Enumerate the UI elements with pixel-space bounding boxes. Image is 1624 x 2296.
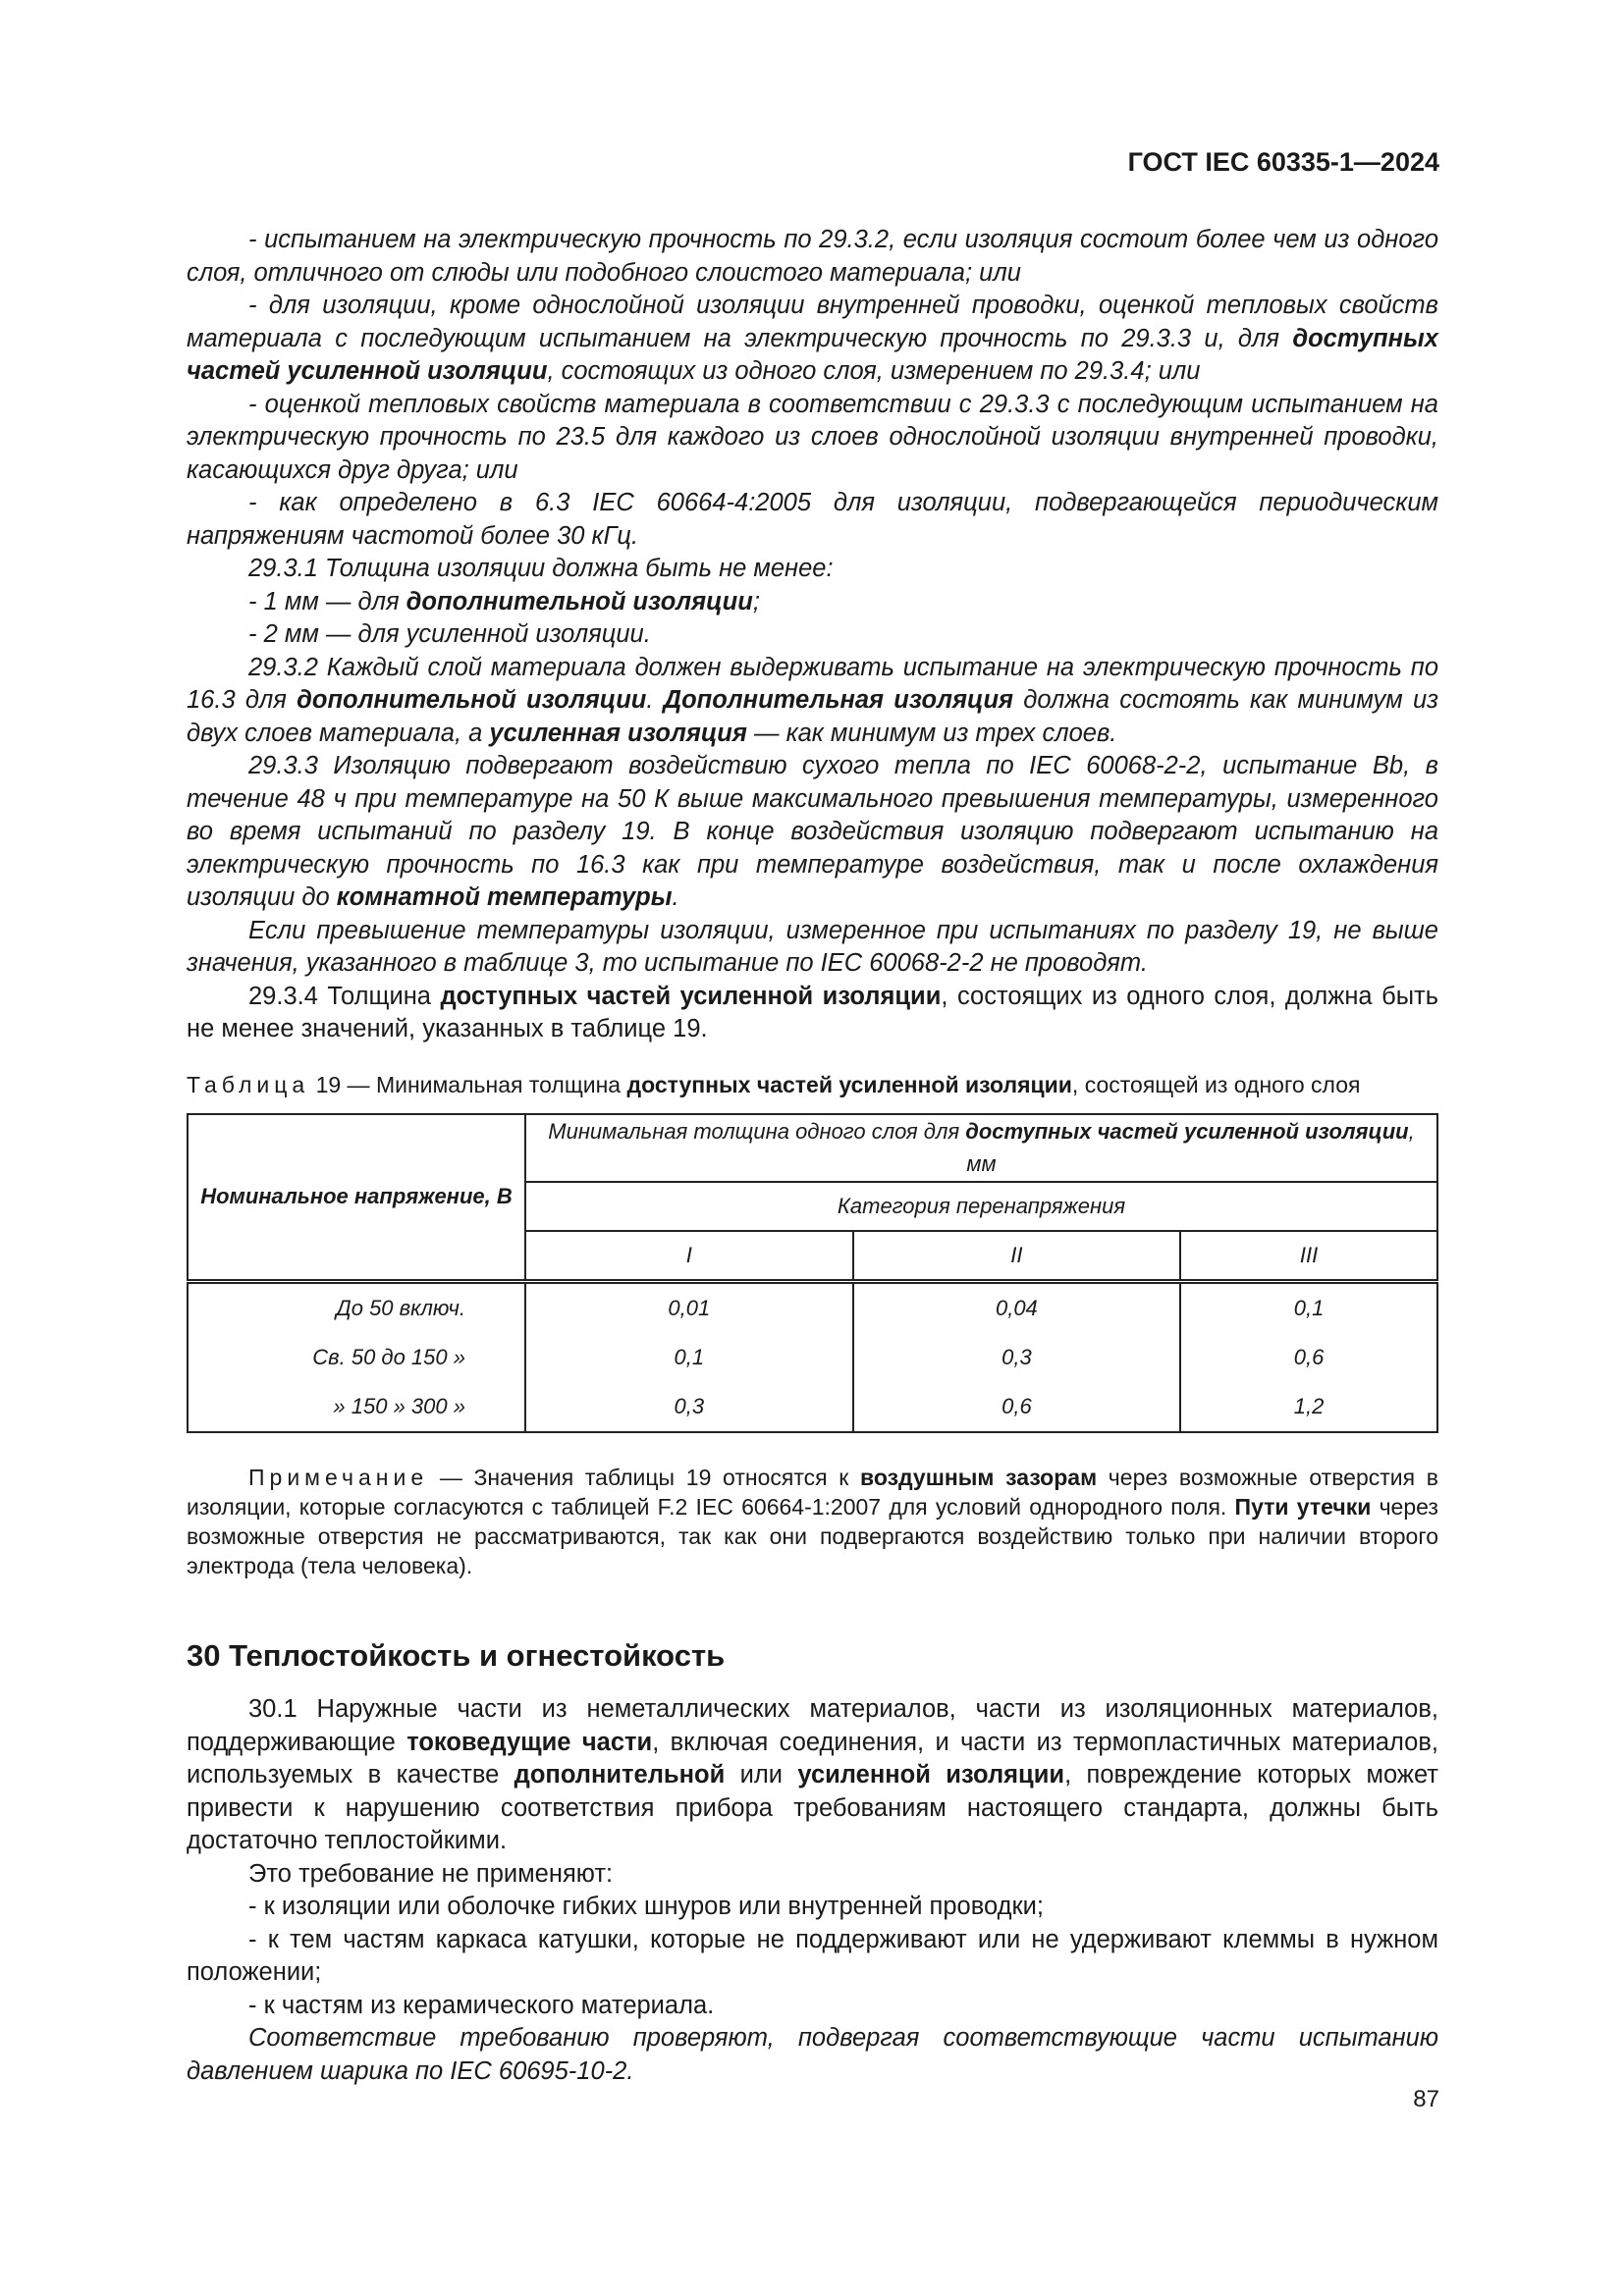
text-run: , повреждение которых может привести к нарушению соответствия прибора требованиям настоящего стандарта, должны быть достаточно теплостойкими.	[187, 1761, 1438, 1854]
note-label: Примечание	[248, 1464, 429, 1490]
bold-term: доступных частей усиленной изоляции	[440, 982, 942, 1010]
page-body	[187, 224, 1438, 2088]
text-run: Соответствие требованию проверяют, подвергая соответствующие части испытанию давлением шарика по IEC 60695-10-2.	[187, 2024, 1438, 2085]
text-run: - оценкой тепловых свойств материала в соответствии с 29.3.3 с последующим испытанием на электрическую прочность по 23.5 для каждого из слоев однослойной изоляции внутренней проводки, касающихся друг друга; или	[187, 390, 1438, 484]
col-header-voltage: Номинальное напряжение, В	[188, 1114, 525, 1282]
thickness-cell: 0,01	[525, 1281, 853, 1333]
paragraphs-bottom	[187, 1693, 1438, 2088]
category-header: II	[853, 1231, 1181, 1282]
paragraph	[187, 290, 1438, 389]
page-number: 87	[1413, 2086, 1439, 2112]
thickness-cell: 0,3	[853, 1333, 1181, 1382]
category-header: I	[525, 1231, 853, 1282]
text-run: ;	[752, 587, 760, 615]
text-run: - к изоляции или оболочке гибких шнуров или внутренней проводки;	[248, 1893, 1044, 1920]
paragraph	[187, 618, 1438, 652]
thickness-cell: 0,3	[525, 1382, 853, 1432]
text-run: — Значения таблицы 19 относятся к	[428, 1464, 861, 1490]
text-run: Минимальная толщина одного слоя для	[548, 1118, 966, 1144]
text-run: Если превышение температуры изоляции, измеренное при испытаниях по разделу 19, не выше значения, указанного в таблице 3, то испытание по IEC 60068-2-2 не проводят.	[187, 916, 1438, 977]
paragraph	[187, 1990, 1438, 2023]
thickness-cell: 0,6	[853, 1382, 1181, 1432]
section-heading: 30 Теплостойкость и огнестойкость	[187, 1637, 726, 1673]
bold-term: усиленной изоляции	[797, 1761, 1065, 1789]
bold-term: дополнительной изоляции	[406, 587, 753, 615]
thickness-cell: 1,2	[1180, 1382, 1437, 1432]
text-run: Это требование не применяют:	[248, 1859, 614, 1888]
table-row	[188, 1281, 1437, 1333]
paragraph	[187, 1858, 1438, 1892]
bold-term: доступных частей усиленной изоляции	[965, 1118, 1409, 1144]
text-run: через возможные отверстия не рассматриваются, так как они подвергаются воздействию только при наличии второго электрода (тела человека).	[187, 1493, 1438, 1578]
table-caption	[187, 1070, 1438, 1099]
paragraph	[187, 1891, 1438, 1924]
thickness-cell: 0,6	[1180, 1333, 1437, 1382]
paragraph	[187, 915, 1438, 981]
text-run: - 2 мм — для усиленной изоляции.	[248, 620, 651, 648]
document-header: ГОСТ IEC 60335-1—2024	[1127, 147, 1439, 177]
bold-term: Пути утечки	[1234, 1493, 1372, 1520]
voltage-cell: До 50 включ.	[188, 1281, 525, 1333]
bold-term: дополнительной изоляции	[297, 686, 647, 714]
text-run: , состоящей из одного слоя	[1071, 1071, 1361, 1097]
text-run: .	[672, 883, 679, 911]
text-run: или	[725, 1761, 798, 1789]
text-run: - испытанием на электрическую прочность по 29.3.2, если изоляция состоит более чем из одного слоя, отличного от слюды или подобного слоистого материала; или	[187, 226, 1438, 287]
paragraph	[187, 224, 1438, 290]
group-header	[525, 1114, 1437, 1182]
text-run: 30.1 Наружные части из неметаллических материалов, части из изоляционных материалов, поддерживающие	[187, 1695, 1438, 1756]
text-run: - к частям из керамического материала.	[248, 1991, 715, 2019]
text-run: .	[646, 686, 664, 714]
text-run: , включая соединения, и части из термопластичных материалов, используемых в качестве	[187, 1728, 1438, 1789]
bold-term: токоведущие части	[406, 1728, 653, 1756]
text-run: - как определено в 6.3 IEC 60664-4:2005 для изоляции, подвергающейся периодическим напряжениям частотой более 30 кГц.	[187, 489, 1438, 550]
bold-term: воздушным зазорам	[860, 1464, 1098, 1490]
paragraph	[187, 1924, 1438, 1990]
paragraph	[187, 1693, 1438, 1858]
text-run: , мм	[966, 1118, 1415, 1176]
text-run: , состоящих из одного слоя, измерением по 29.3.4; или	[547, 357, 1201, 385]
table-note	[187, 1463, 1438, 1580]
thickness-cell: 0,04	[853, 1281, 1181, 1333]
table-row	[188, 1333, 1437, 1382]
paragraph	[187, 2022, 1438, 2088]
bold-term: доступных частей усиленной изоляции	[626, 1071, 1072, 1097]
voltage-cell: Св. 50 до 150 »	[188, 1333, 525, 1382]
bold-term: дополнительной	[514, 1761, 726, 1789]
bold-term: доступных частей усиленной изоляции	[187, 324, 1438, 385]
bold-term: Дополнительная изоляция	[663, 686, 1014, 714]
thickness-cell: 0,1	[1180, 1281, 1437, 1333]
paragraph	[187, 586, 1438, 619]
category-header: III	[1180, 1231, 1437, 1282]
text-run: 29.3.3 Изоляцию подвергают воздействию сухого тепла по IEC 60068-2-2, испытание Bb, в течение 48 ч при температуре на 50 К выше максимального превышения температуры, измеренного во время испытаний по разделу 19. В конце воздействия изоляцию подвергают испытанию на электрическую прочность по 16.3 как при температуре воздействия, так и после охлаждения изоляции до	[187, 752, 1438, 911]
thickness-cell: 0,1	[525, 1333, 853, 1382]
text-run: - к тем частям каркаса катушки, которые не поддерживают или не удерживают клеммы в нужном положении;	[187, 1925, 1438, 1986]
table-caption-text	[309, 1072, 1360, 1097]
paragraph	[187, 750, 1438, 915]
table-19	[187, 1113, 1438, 1433]
paragraph	[187, 981, 1438, 1046]
bold-term: комнатной температуры	[336, 883, 673, 911]
paragraph	[187, 553, 1438, 586]
paragraph	[187, 389, 1438, 488]
paragraph	[187, 652, 1438, 751]
bold-term: усиленная изоляция	[489, 719, 747, 747]
text-run: 29.3.2 Каждый слой материала должен выдерживать испытание на электрическую прочность по 16.3 для	[187, 653, 1438, 714]
subgroup-header: Категория перенапряжения	[525, 1182, 1437, 1231]
text-run: - для изоляции, кроме однослойной изоляции внутренней проводки, оценкой тепловых свойств материала с последующим испытанием на электрическую прочность по 29.3.3 и, для	[187, 292, 1438, 352]
voltage-cell: » 150 » 300 »	[188, 1382, 525, 1432]
text-run: 29.3.1 Толщина изоляции должна быть не менее:	[248, 555, 834, 582]
text-run: через возможные отверстия в изоляции, которые согласуются с таблицей F.2 IEC 60664-1:2007 для условий однородного поля.	[187, 1464, 1438, 1520]
text-run: 29.3.4 Толщина	[248, 982, 441, 1010]
text-run: - 1 мм — для	[248, 587, 406, 615]
text-run: — как минимум из трех слоев.	[746, 719, 1117, 747]
table-caption-label: Таблица	[187, 1071, 310, 1097]
text-run: 19 — Минимальная толщина	[309, 1071, 627, 1097]
table-row	[188, 1382, 1437, 1432]
text-run: должна состоять как минимум из двух слоев материала, а	[187, 686, 1438, 747]
paragraph	[187, 487, 1438, 553]
paragraphs-top	[187, 224, 1438, 1046]
text-run: , состоящих из одного слоя, должна быть не менее значений, указанных в таблице 19.	[187, 982, 1439, 1042]
